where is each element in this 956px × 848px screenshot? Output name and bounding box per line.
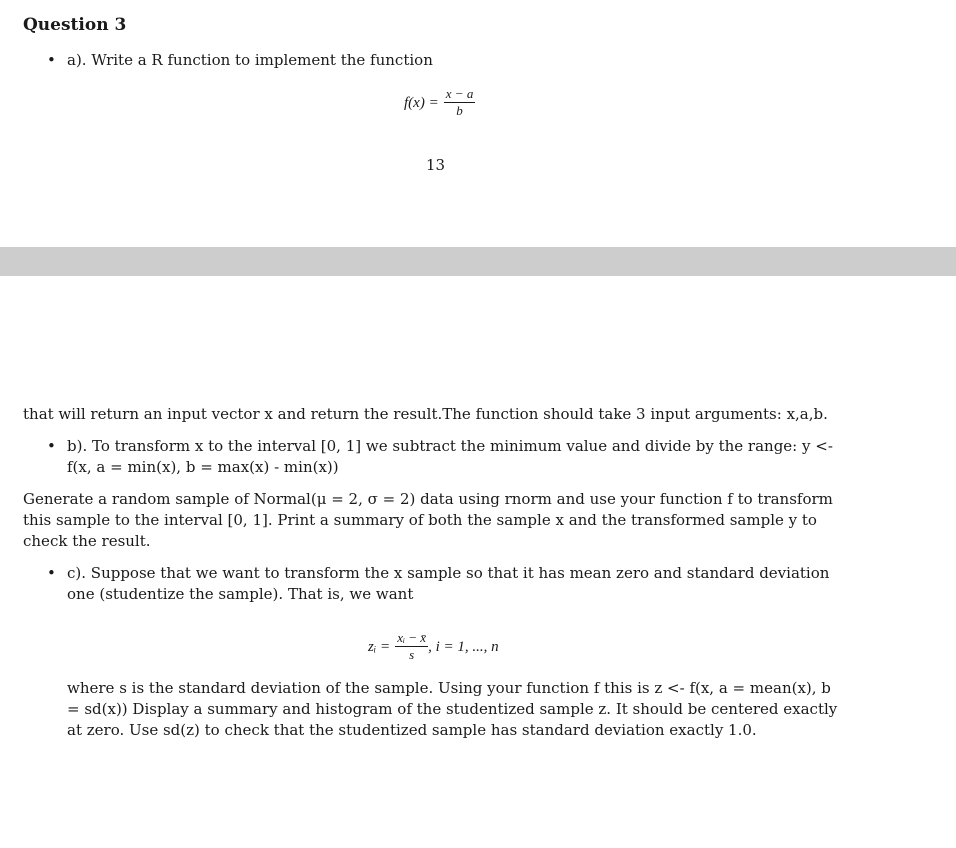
formula-z-denominator: s xyxy=(409,647,415,662)
part-c-line-1: c). Suppose that we want to transform the x sample so that it has mean zero and standard deviation xyxy=(67,564,830,582)
part-c-after-line-1: where s is the standard deviation of the sample. Using your function f this is z <- f(x, a = mean(x), b xyxy=(67,679,831,697)
part-c-after-line-2: = sd(x)) Display a summary and histogram of the studentized sample z. It should be centered exactly xyxy=(67,700,838,718)
part-a-text: a). Write a R function to implement the function xyxy=(67,51,433,69)
part-c-after-line-3: at zero. Use sd(z) to check that the studentized sample has standard deviation exactly 1.0. xyxy=(67,721,757,739)
formula-f-numerator: x − a xyxy=(445,86,474,101)
formula-f-fraction xyxy=(444,86,476,119)
part-b-item xyxy=(47,436,947,478)
generate-line-3: check the result. xyxy=(23,532,151,550)
bullet-marker: • xyxy=(47,437,56,455)
formula-z-lhs: zᵢ = xyxy=(368,639,391,655)
page-divider xyxy=(0,247,956,276)
page-number: 13 xyxy=(426,156,446,174)
formula-z-numerator: xᵢ − x̄ xyxy=(397,630,427,645)
bullet-marker: • xyxy=(47,51,56,69)
part-c-item xyxy=(47,563,947,605)
formula-f xyxy=(404,86,475,119)
bullet-marker: • xyxy=(47,564,56,582)
question-heading: Question 3 xyxy=(23,15,127,35)
part-b-line-2: f(x, a = min(x), b = max(x) - min(x)) xyxy=(67,458,339,476)
generate-line-2: this sample to the interval [0, 1]. Print a summary of both the sample x and the transformed sample y to xyxy=(23,511,817,529)
generate-paragraph xyxy=(23,489,948,552)
part-b-line-1: b). To transform x to the interval [0, 1] we subtract the minimum value and divide by the range: y <- xyxy=(67,437,833,455)
part-a-item xyxy=(47,50,433,71)
formula-f-lhs: f(x) = xyxy=(404,95,439,111)
part-c-line-2: one (studentize the sample). That is, we want xyxy=(67,585,414,603)
formula-z-fraction xyxy=(395,630,428,663)
formula-z-rhs: , i = 1, ..., n xyxy=(428,639,499,655)
formula-f-denominator: b xyxy=(456,103,463,118)
part-c-explanation xyxy=(67,678,947,741)
generate-line-1: Generate a random sample of Normal(μ = 2, σ = 2) data using rnorm and use your function f to transform xyxy=(23,490,833,508)
formula-z xyxy=(368,630,499,663)
continuation-text: that will return an input vector x and return the result.The function should take 3 input arguments: x,a,b. xyxy=(23,405,828,423)
